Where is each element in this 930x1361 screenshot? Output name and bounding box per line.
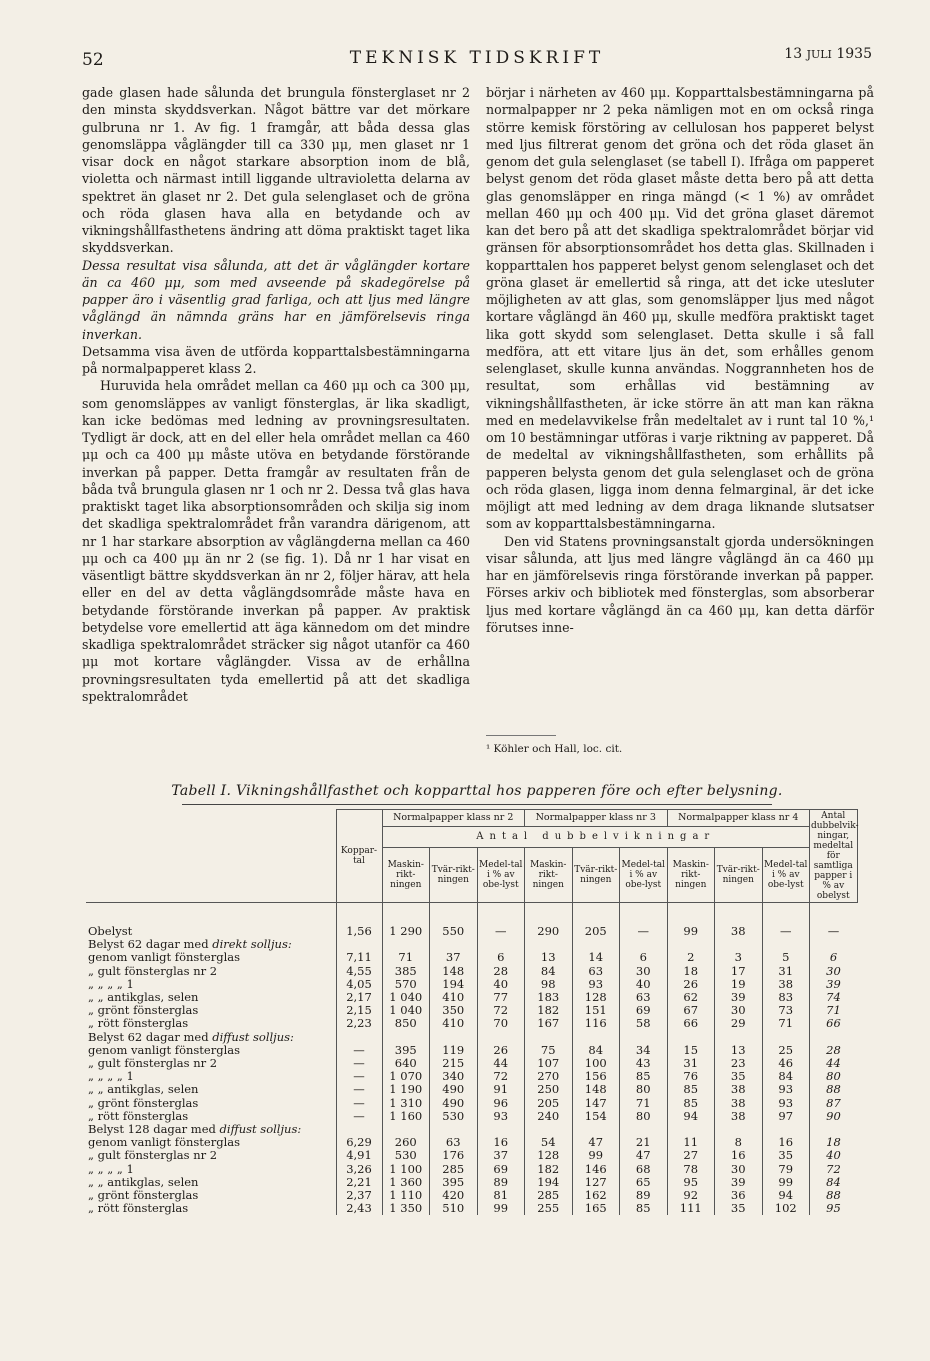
table-cell: 92 — [667, 1189, 715, 1202]
table-cell: — — [336, 1097, 382, 1110]
table-cell: 80 — [810, 1070, 858, 1083]
table-cell: — — [336, 1057, 382, 1070]
paragraph: Huruvida hela området mellan ca 460 μμ och ca 300 μμ, som genomsläppes av vanligt fönsterglas, är lika skadligt, kan icke bedömas med ledning av provningsresultaten. Tydligt är dock, att en del eller hela området mellan ca 460 μμ och ca 400 μμ måste utöva en betydande förstörande inverkan på papper. Detta framgår av resultaten från de båda två brungula glasen nr 1 och nr 2. Dessa två glas hava praktiskt taget lika absorptionsområden och skilja sig inom det skadliga spektralområdet från varandra därigenom, att nr 1 har starkare absorption av våglängderna mellan ca 460 μμ och ca 400 μμ än nr 2 (se fig. 1). Då nr 1 har visat en väsentligt bättre skyddsverkan än nr 2, följer härav, att hela eller en del av detta våglängdsområde måste hava en betydande förstörande inverkan på papper. Av praktisk betydelse vore emellertid att äga kännedom om det mindre skadliga spektralområdet sträcker sig något utanför ca 460 μμ mot kortare våglängder. Vissa av de erhållna provningsresultaten tyda emellertid på att det skadliga spektralområdet — [82, 378, 470, 704]
group-header: Normalpapper klass nr 2 — [382, 810, 525, 827]
table-cell: 47 — [572, 1136, 620, 1149]
table-cell: 40 — [810, 1149, 858, 1162]
table-cell: 90 — [810, 1110, 858, 1123]
sub-header: Tvär-rikt-ningen — [430, 848, 478, 903]
table-cell: 148 — [572, 1083, 620, 1096]
table-cell: 26 — [667, 978, 715, 991]
table-cell: 4,91 — [336, 1149, 382, 1162]
table-cell: 11 — [667, 1136, 715, 1149]
empty-cell — [667, 1031, 715, 1044]
empty-cell — [336, 1031, 382, 1044]
table-cell: 250 — [525, 1083, 573, 1096]
table-spacer-row — [86, 903, 857, 926]
table-cell: 260 — [382, 1136, 430, 1149]
table-cell: 490 — [430, 1083, 478, 1096]
table-cell: 1 190 — [382, 1083, 430, 1096]
data-table — [86, 809, 858, 1215]
table-cell: 1 290 — [382, 925, 430, 938]
table-cell: 72 — [477, 1004, 525, 1017]
table-cell: 84 — [810, 1176, 858, 1189]
sub-header: Maskin-rikt-ningen — [382, 848, 430, 903]
table-cell: 2,23 — [336, 1017, 382, 1030]
label-header — [86, 810, 336, 903]
table-cell: 71 — [810, 1004, 858, 1017]
table-cell: 6 — [810, 951, 858, 964]
table-cell: — — [810, 925, 858, 938]
table-cell: 30 — [620, 965, 668, 978]
table-cell: 85 — [667, 1083, 715, 1096]
table-cell: 29 — [715, 1017, 763, 1030]
row-label: „ gult fönsterglas nr 2 — [88, 1149, 218, 1163]
table-cell: 62 — [667, 991, 715, 1004]
table-cell: — — [477, 925, 525, 938]
row-label: „ „ antikglas, selen — [88, 991, 199, 1005]
table-cell: 70 — [477, 1017, 525, 1030]
data-table-wrapper — [86, 809, 857, 1215]
table-body — [86, 903, 857, 1216]
table-cell: 67 — [667, 1004, 715, 1017]
group-header: Normalpapper klass nr 4 — [667, 810, 810, 827]
table-cell: 7,11 — [336, 951, 382, 964]
table-row — [86, 1149, 857, 1162]
group-header: Normalpapper klass nr 3 — [525, 810, 668, 827]
row-label: „ gult fönsterglas nr 2 — [88, 1057, 218, 1071]
table-cell: 38 — [762, 978, 810, 991]
footnote: ¹ Köhler och Hall, loc. cit. — [486, 743, 623, 755]
sub-header: Tvär-rikt-ningen — [715, 848, 763, 903]
table-cell: 39 — [715, 991, 763, 1004]
table-cell: 99 — [572, 1149, 620, 1162]
table-row — [86, 965, 857, 978]
table-cell: 99 — [762, 1176, 810, 1189]
table-cell: 72 — [810, 1163, 858, 1176]
table-row — [86, 1097, 857, 1110]
table-cell: — — [336, 1110, 382, 1123]
table-cell: — — [336, 1044, 382, 1057]
table-cell: 13 — [525, 951, 573, 964]
table-cell: 81 — [477, 1189, 525, 1202]
table-cell: 94 — [762, 1189, 810, 1202]
table-cell: 75 — [525, 1044, 573, 1057]
table-cell: 215 — [430, 1057, 478, 1070]
row-label: „ grönt fönsterglas — [88, 1004, 199, 1018]
table-cell: 290 — [525, 925, 573, 938]
table-cell: 490 — [430, 1097, 478, 1110]
table-cell: 162 — [572, 1189, 620, 1202]
table-cell: 89 — [620, 1189, 668, 1202]
table-cell: 119 — [430, 1044, 478, 1057]
table-cell: 148 — [430, 965, 478, 978]
row-label: genom vanligt fönsterglas — [88, 951, 241, 965]
row-label: „ gult fönsterglas nr 2 — [88, 964, 218, 978]
table-cell: 36 — [715, 1189, 763, 1202]
table-cell: 1 310 — [382, 1097, 430, 1110]
table-cell: 182 — [525, 1163, 573, 1176]
page-number: 52 — [82, 50, 104, 70]
table-cell: 87 — [810, 1097, 858, 1110]
table-cell: 550 — [430, 925, 478, 938]
table-cell: 17 — [715, 965, 763, 978]
table-cell: 71 — [762, 1017, 810, 1030]
section-label: Belyst 62 dagar med diffust solljus: — [88, 1030, 294, 1044]
table-cell: 127 — [572, 1176, 620, 1189]
table-cell: 38 — [715, 1083, 763, 1096]
left-column — [82, 84, 470, 705]
table-cell: 44 — [810, 1057, 858, 1070]
table-cell: 84 — [762, 1070, 810, 1083]
table-row — [86, 925, 857, 938]
table-cell: 410 — [430, 1017, 478, 1030]
table-cell: 270 — [525, 1070, 573, 1083]
table-cell: 1 040 — [382, 1004, 430, 1017]
table-cell: 183 — [525, 991, 573, 1004]
table-cell: 240 — [525, 1110, 573, 1123]
table-row — [86, 1110, 857, 1123]
row-label: „ rött fönsterglas — [88, 1202, 189, 1216]
table-cell: 285 — [430, 1163, 478, 1176]
table-cell: 6 — [477, 951, 525, 964]
paragraph-italic: Dessa resultat visa sålunda, att det är våglängder kortare än ca 460 μμ, som med avseende på skadegörelse på papper äro i väsentlig grad farliga, och att ljus med längre våglängd än nämnda gräns har en jämförelsevis ringa inverkan. — [82, 257, 470, 342]
table-cell: 35 — [715, 1202, 763, 1215]
table-cell: 1 100 — [382, 1163, 430, 1176]
table-cell: 205 — [525, 1097, 573, 1110]
table-cell: 96 — [477, 1097, 525, 1110]
table-cell: 69 — [477, 1163, 525, 1176]
table-cell: 1,56 — [336, 925, 382, 938]
table-cell: 72 — [477, 1070, 525, 1083]
table-cell: 570 — [382, 978, 430, 991]
right-column — [486, 84, 874, 636]
table-cell: 21 — [620, 1136, 668, 1149]
table-cell: 93 — [477, 1110, 525, 1123]
table-cell: 410 — [430, 991, 478, 1004]
table-cell: 26 — [477, 1044, 525, 1057]
table-cell: 146 — [572, 1163, 620, 1176]
sub-header: Medel-tal i % av obe-lyst — [477, 848, 525, 903]
table-cell: 91 — [477, 1083, 525, 1096]
table-cell: 420 — [430, 1189, 478, 1202]
page-header — [82, 44, 872, 76]
table-cell: 285 — [525, 1189, 573, 1202]
table-cell: 3,26 — [336, 1163, 382, 1176]
table-cell: 8 — [715, 1136, 763, 1149]
empty-cell — [810, 1031, 858, 1044]
table-cell: 88 — [810, 1189, 858, 1202]
table-cell: 30 — [715, 1004, 763, 1017]
paragraph: börjar i närheten av 460 μμ. Kopparttalsbestämningarna på normalpapper nr 2 peka nämligen mot en om också ringa större kemisk förstöring av cellulosan hos papperet belyst med ljus filtrerat genom det gröna och det röda glaset än genom det gula selenglaset (se tabell I). Ifråga om papperet belyst genom det röda glaset måste detta bero på att detta glas genomsläpper en ringa mängd (< 1 %) av området mellan 460 μμ och 400 μμ. Vid det gröna glaset däremot kan det bero på att det skadliga spektralområdet börjar vid gränsen för absorptionsområdet hos detta glas. Skillnaden i kopparttalen hos papperet belyst genom selenglaset och det gröna glaset är emellertid så ringa, att det icke utesluter möjligheten av att glas, som genomsläpper ljus med något kortare våglängd än 460 μμ, skulle medföra praktiskt taget lika gott skydd som selenglaset. Detta skulle i så fall medföra, att ett vitare ljus än det, som erhålles genom selenglaset, skulle kunna användas. Noggrannheten hos de resultat, som erhållas vid bestämning av vikningshållfastheten, är icke större än att man kan räkna med en medelavvikelse från medeltalet av i runt tal 10 %,¹ om 10 bestämningar utföras i varje riktning av papperet. Då de medeltal av vikningshållfastheten, som erhållits på papperen belysta genom det gula selenglaset och de gröna och röda glasen, ligga inom denna felmarginal, är det icke möjligt att med ledning av dem draga liknande slutsatser som av kopparttalsbestämningarna. — [486, 85, 874, 532]
table-cell: 34 — [620, 1044, 668, 1057]
journal-title: TEKNISK TIDSKRIFT — [349, 48, 605, 68]
row-label: „ „ antikglas, selen — [88, 1175, 199, 1189]
table-cell: — — [762, 925, 810, 938]
table-cell: — — [620, 925, 668, 938]
table-cell: 65 — [620, 1176, 668, 1189]
paragraph: gade glasen hade sålunda det brungula fönsterglaset nr 2 den minsta skyddsverkan. Något bättre var det mörkare gulbruna nr 1. Av fig. 1 framgår, att båda dessa glas genomsläppa våglängder till ca 330 μμ, men glaset nr 1 visar dock en något starkare absorption inom de blå, violetta och närmast intill liggande ultravioletta delarna av spektret än glaset nr 2. Det gula selenglaset och de gröna och röda glasen hava alla en betydande och av vikningshållfasthetens ändring att döma praktiskt taget lika skyddsverkan. — [82, 85, 470, 256]
table-cell: 80 — [620, 1083, 668, 1096]
row-label: „ „ „ „ 1 — [88, 1070, 134, 1084]
table-cell: 31 — [667, 1057, 715, 1070]
table-cell: 6,29 — [336, 1136, 382, 1149]
table-cell: 1 110 — [382, 1189, 430, 1202]
table-cell: 28 — [477, 965, 525, 978]
table-cell: 1 040 — [382, 991, 430, 1004]
table-cell: 84 — [572, 1044, 620, 1057]
table-cell: 71 — [382, 951, 430, 964]
table-cell: 19 — [715, 978, 763, 991]
antal-header: Antal dubbelvikningar — [382, 827, 810, 848]
table-cell: 43 — [620, 1057, 668, 1070]
table-cell: 2 — [667, 951, 715, 964]
empty-cell — [382, 1031, 430, 1044]
table-cell: 1 350 — [382, 1202, 430, 1215]
table-cell: 93 — [572, 978, 620, 991]
table-cell: 80 — [620, 1110, 668, 1123]
table-cell: 16 — [477, 1136, 525, 1149]
table-cell: 530 — [430, 1110, 478, 1123]
table-cell: 84 — [525, 965, 573, 978]
table-cell: 167 — [525, 1017, 573, 1030]
table-cell: 93 — [762, 1097, 810, 1110]
table-cell: 147 — [572, 1097, 620, 1110]
row-label: „ „ „ „ 1 — [88, 977, 134, 991]
table-cell: 15 — [667, 1044, 715, 1057]
table-cell: 176 — [430, 1149, 478, 1162]
issue-date: 13 JULI 1935 — [784, 46, 872, 62]
row-label: „ rött fönsterglas — [88, 1017, 189, 1031]
table-cell: 66 — [667, 1017, 715, 1030]
table-cell: 111 — [667, 1202, 715, 1215]
paragraph: Detsamma visa även de utförda kopparttalsbestämningarna på normalpapperet klass 2. — [82, 343, 470, 376]
table-cell: 73 — [762, 1004, 810, 1017]
table-cell: 38 — [715, 1110, 763, 1123]
table-cell: — — [336, 1083, 382, 1096]
table-cell: 395 — [430, 1176, 478, 1189]
empty-cell — [715, 1031, 763, 1044]
table-cell: 340 — [430, 1070, 478, 1083]
table-row — [86, 1017, 857, 1030]
row-label: „ grönt fönsterglas — [88, 1189, 199, 1203]
table-cell: — — [336, 1070, 382, 1083]
table-cell: 85 — [620, 1070, 668, 1083]
sub-header: Medel-tal i % av obe-lyst — [620, 848, 668, 903]
table-cell: 116 — [572, 1017, 620, 1030]
table-cell: 35 — [762, 1149, 810, 1162]
table-cell: 4,55 — [336, 965, 382, 978]
empty-cell — [525, 1031, 573, 1044]
table-cell: 5 — [762, 951, 810, 964]
table-cell: 16 — [762, 1136, 810, 1149]
table-cell: 128 — [572, 991, 620, 1004]
table-cell: 27 — [667, 1149, 715, 1162]
table-cell: 1 160 — [382, 1110, 430, 1123]
table-caption: Tabell I. Vikningshållfasthet och kopparttal hos papperen före och efter belysning. — [82, 783, 872, 799]
table-cell: 37 — [477, 1149, 525, 1162]
table-cell: 83 — [762, 991, 810, 1004]
table-cell: 18 — [667, 965, 715, 978]
table-cell: 78 — [667, 1163, 715, 1176]
table-cell: 182 — [525, 1004, 573, 1017]
table-cell: 31 — [762, 965, 810, 978]
table-cell: 40 — [477, 978, 525, 991]
table-cell: 13 — [715, 1044, 763, 1057]
row-label: „ „ „ „ 1 — [88, 1162, 134, 1176]
row-label: „ rött fönsterglas — [88, 1109, 189, 1123]
table-cell: 85 — [667, 1097, 715, 1110]
table-cell: 640 — [382, 1057, 430, 1070]
empty-cell — [762, 1031, 810, 1044]
row-label: „ „ antikglas, selen — [88, 1083, 199, 1097]
empty-cell — [477, 1031, 525, 1044]
table-cell: 350 — [430, 1004, 478, 1017]
table-cell: 98 — [525, 978, 573, 991]
table-cell: 100 — [572, 1057, 620, 1070]
table-cell: 40 — [620, 978, 668, 991]
table-cell: 63 — [620, 991, 668, 1004]
table-cell: 38 — [715, 925, 763, 938]
table-cell: 2,37 — [336, 1189, 382, 1202]
table-cell: 76 — [667, 1070, 715, 1083]
table-cell: 71 — [620, 1097, 668, 1110]
table-cell: 850 — [382, 1017, 430, 1030]
table-cell: 1 360 — [382, 1176, 430, 1189]
table-cell: 85 — [620, 1202, 668, 1215]
table-cell: 194 — [525, 1176, 573, 1189]
table-cell: 205 — [572, 925, 620, 938]
average-header: Antal dubbelvik-ningar, medeltal för samtliga papper i % av obelyst — [811, 811, 859, 901]
table-cell: 39 — [810, 978, 858, 991]
table-cell: 63 — [572, 965, 620, 978]
table-cell: 37 — [430, 951, 478, 964]
table-cell: 6 — [620, 951, 668, 964]
table-cell: 69 — [620, 1004, 668, 1017]
table-cell: 35 — [715, 1070, 763, 1083]
section-label: Belyst 128 dagar med diffust solljus: — [88, 1123, 302, 1137]
table-row — [86, 1163, 857, 1176]
table-cell: 68 — [620, 1163, 668, 1176]
table-row — [86, 951, 857, 964]
table-cell: 151 — [572, 1004, 620, 1017]
table-cell: 530 — [382, 1149, 430, 1162]
table-cell: 44 — [477, 1057, 525, 1070]
table-cell: 39 — [715, 1176, 763, 1189]
paragraph: Den vid Statens provningsanstalt gjorda undersökningen visar sålunda, att ljus med längre våglängd än ca 460 μμ har en jämförelsevis ringa förstörande inverkan på papper. Förses arkiv och bibliotek med fönsterglas, som absorberar ljus med kortare våglängd än ca 460 μμ, kan detta därför förutses inne- — [486, 533, 874, 635]
kopparttal-header: Koppar-tal — [336, 810, 382, 903]
table-cell: 89 — [477, 1176, 525, 1189]
table-cell: 3 — [715, 951, 763, 964]
table-cell: 77 — [477, 991, 525, 1004]
sub-header: Tvär-rikt-ningen — [572, 848, 620, 903]
table-cell: 95 — [810, 1202, 858, 1215]
table-cell: 16 — [715, 1149, 763, 1162]
empty-cell — [572, 1031, 620, 1044]
row-label: genom vanligt fönsterglas — [88, 1043, 241, 1057]
table-cell: 47 — [620, 1149, 668, 1162]
row-label: Obelyst — [88, 925, 133, 938]
table-cell: 14 — [572, 951, 620, 964]
table-cell: 510 — [430, 1202, 478, 1215]
table-cell: 38 — [715, 1097, 763, 1110]
table-cell: 1 070 — [382, 1070, 430, 1083]
table-cell: 54 — [525, 1136, 573, 1149]
table-cell: 66 — [810, 1017, 858, 1030]
table-cell: 30 — [810, 965, 858, 978]
table-cell: 88 — [810, 1083, 858, 1096]
table-cell: 74 — [810, 991, 858, 1004]
table-cell: 395 — [382, 1044, 430, 1057]
table-cell: 46 — [762, 1057, 810, 1070]
table-row — [86, 1202, 857, 1215]
sub-header: Medel-tal i % av obe-lyst — [762, 848, 810, 903]
table-cell: 23 — [715, 1057, 763, 1070]
sub-header: Maskin-rikt-ningen — [525, 848, 573, 903]
row-label: genom vanligt fönsterglas — [88, 1136, 241, 1150]
caption-rule — [182, 804, 772, 805]
table-cell: 2,15 — [336, 1004, 382, 1017]
table-cell: 2,17 — [336, 991, 382, 1004]
sub-header: Maskin-rikt-ningen — [667, 848, 715, 903]
table-cell: 18 — [810, 1136, 858, 1149]
table-cell: 128 — [525, 1149, 573, 1162]
row-label: „ grönt fönsterglas — [88, 1096, 199, 1110]
table-cell: 154 — [572, 1110, 620, 1123]
table-section-row — [86, 1031, 857, 1044]
table-cell: 194 — [430, 978, 478, 991]
table-cell: 165 — [572, 1202, 620, 1215]
table-cell: 28 — [810, 1044, 858, 1057]
table-cell: 95 — [667, 1176, 715, 1189]
table-cell: 99 — [667, 925, 715, 938]
table-cell: 4,05 — [336, 978, 382, 991]
table-cell: 30 — [715, 1163, 763, 1176]
footnote-rule — [486, 735, 556, 736]
section-label: Belyst 62 dagar med direkt solljus: — [88, 938, 292, 952]
table-cell: 63 — [430, 1136, 478, 1149]
table-cell: 97 — [762, 1110, 810, 1123]
table-cell: 25 — [762, 1044, 810, 1057]
table-cell: 385 — [382, 965, 430, 978]
table-cell: 107 — [525, 1057, 573, 1070]
table-cell: 2,43 — [336, 1202, 382, 1215]
table-cell: 93 — [762, 1083, 810, 1096]
table-cell: 102 — [762, 1202, 810, 1215]
empty-cell — [620, 1031, 668, 1044]
table-cell: 94 — [667, 1110, 715, 1123]
table-cell: 79 — [762, 1163, 810, 1176]
table-cell: 156 — [572, 1070, 620, 1083]
table-cell: 99 — [477, 1202, 525, 1215]
empty-cell — [430, 1031, 478, 1044]
table-cell: 255 — [525, 1202, 573, 1215]
table-row — [86, 1083, 857, 1096]
table-cell: 58 — [620, 1017, 668, 1030]
table-cell: 2,21 — [336, 1176, 382, 1189]
